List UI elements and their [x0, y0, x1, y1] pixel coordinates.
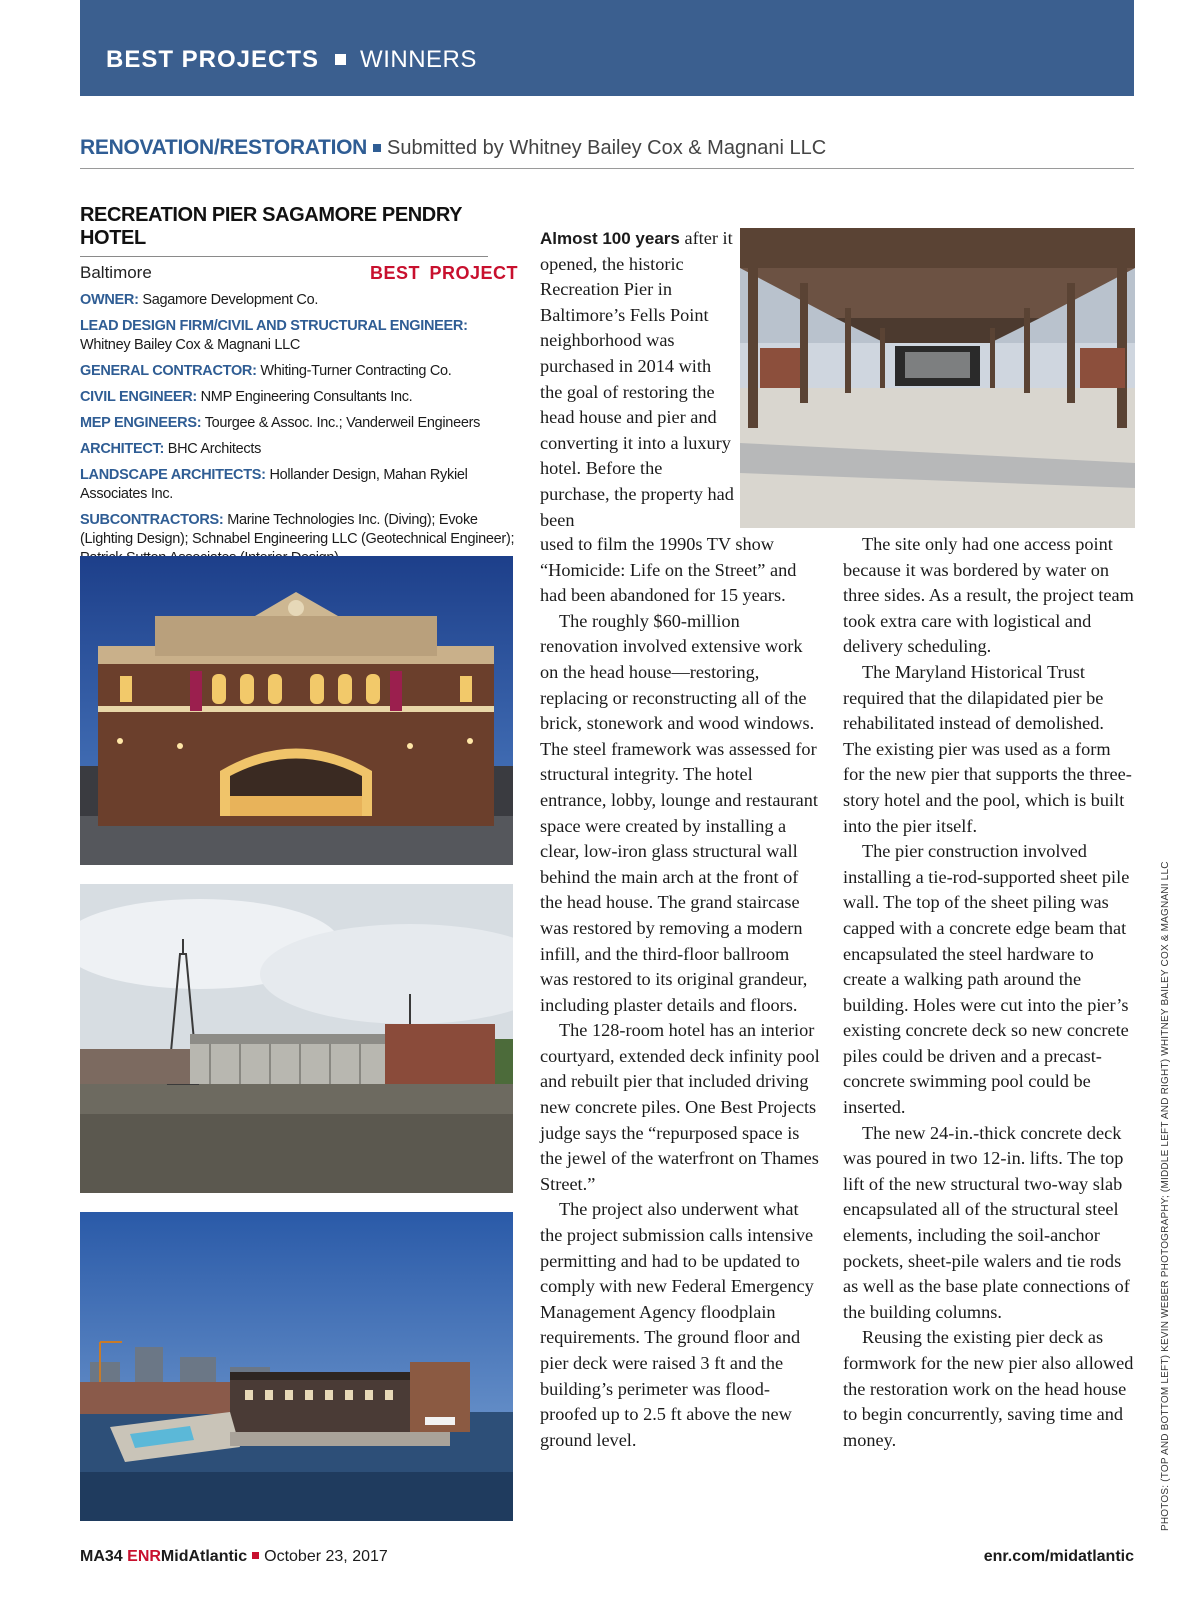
submitted-by: Submitted by Whitney Bailey Cox & Magnani LLC [387, 137, 827, 159]
credit-label: GENERAL CONTRACTOR: [80, 363, 257, 379]
square-bullet-icon [335, 54, 346, 65]
credit-item [80, 414, 518, 433]
brand-name: MidAtlantic [160, 1548, 248, 1565]
credit-item [80, 466, 518, 504]
article-column-1 [540, 532, 820, 1453]
category-title: RENOVATION/RESTORATION [80, 136, 368, 159]
award-label: BEST PROJECT [369, 263, 518, 283]
photo-hotel-aerial [80, 1212, 513, 1521]
credit-item [80, 317, 518, 355]
credit-value: Hollander Design, Mahan Rykiel Associates Inc. [80, 467, 468, 502]
article-paragraph: after it opened, the historic Recreation Pier in Baltimore’s Fells Point neighborhood was purchased in 2014 with the goal of restoring the head house and pier and converting it into a luxury hotel. Before the purchase, the property had been [540, 228, 734, 530]
square-bullet-icon [252, 1552, 259, 1559]
article-column-1-top [540, 226, 735, 533]
credit-value: NMP Engineering Consultants Inc. [200, 389, 413, 405]
brand-enr: ENR [127, 1548, 161, 1565]
article-paragraph: Reusing the existing pier deck as formwork for the new pier also allowed the restoration work on the head house to begin concurrently, saving time and money. [843, 1327, 1134, 1450]
photo-hotel-facade [80, 556, 513, 865]
credit-value: Whitney Bailey Cox & Magnani LLC [80, 337, 301, 353]
credit-value: Tourgee & Assoc. Inc.; Vanderweil Engineers [204, 415, 481, 431]
footer-url[interactable]: enr.com/midatlantic [983, 1548, 1134, 1565]
photo-pier-before [80, 884, 513, 1193]
credit-label: CIVIL ENGINEER: [80, 389, 197, 405]
credit-value: Whiting-Turner Contracting Co. [260, 363, 452, 379]
square-bullet-icon [373, 144, 381, 152]
credit-label: OWNER: [80, 292, 139, 308]
article-paragraph: The project also underwent what the project submission calls intensive permitting and had to be updated to comply with new Federal Emergency Management Agency floodplain requirements. The ground floor and pier deck were raised 3 ft and the building’s perimeter was flood-proofed up to 2.5 ft above the new ground level. [540, 1199, 814, 1450]
article-paragraph: used to film the 1990s TV show “Homicide: Life on the Street” and had been abandoned for 15 years. [540, 534, 797, 606]
credit-value: Marine Technologies Inc. (Diving); Evoke (Lighting Design); Schnabel Engineering LLC (Geotechnical Engineer); [80, 512, 515, 547]
article-lead-in: Almost 100 years [540, 229, 680, 248]
subsection-label: WINNERS [360, 46, 477, 73]
article-paragraph: The pier construction involved installing a tie-rod-supported sheet pile wall. The top of the sheet piling was capped with a concrete edge beam that encapsulated the steel hardware to create a walking path around the building. Holes were cut into the pier’s existing concrete deck so new concrete piles could be driven and a precast-concrete swimming pool could be inserted. [843, 841, 1130, 1118]
credit-value: Sagamore Development Co. [142, 292, 319, 308]
article-paragraph: The 128-room hotel has an interior courtyard, extended deck infinity pool and rebuilt pier that included driving new concrete piles. One Best Projects judge says the “repurposed space is the jewel of the waterfront on Thames Street.” [540, 1020, 820, 1194]
article-paragraph: The Maryland Historical Trust required that the dilapidated pier be rehabilitated instead of demolished. The existing pier was used as a form for the new pier that supports the three-story hotel and the pool, which is built into the pier itself. [843, 661, 1132, 836]
page-number: MA34 [80, 1548, 123, 1565]
photo-credit: PHOTOS: (TOP AND BOTTOM LEFT) KEVIN WEBER PHOTOGRAPHY; (MIDDLE LEFT AND RIGHT) WHITNEY BAILEY COX & MAGNANI LLC [1160, 861, 1171, 1531]
credit-item [80, 388, 518, 407]
credit-label: SUBCONTRACTORS: [80, 512, 224, 528]
article-paragraph: The roughly $60-million renovation involved extensive work on the head house—restoring, replacing or reconstructing all of the brick, stonework and wood windows. The steel framework was assessed for structural integrity. The hotel entrance, lobby, lounge and restaurant space were created by installing a clear, low-iron glass structural wall behind the main arch at the front of the head house. The grand staircase was restored by removing a modern infill, and the third-floor ballroom was restored to its original grandeur, including plaster details and floors. [540, 610, 819, 1015]
banner-text [106, 46, 477, 74]
credit-label: LEAD DESIGN FIRM/CIVIL AND STRUCTURAL ENGINEER: [80, 318, 468, 334]
credit-label: MEP ENGINEERS: [80, 415, 202, 431]
section-label: BEST PROJECTS [106, 46, 320, 73]
article-column-2 [843, 532, 1135, 1453]
project-info [80, 204, 518, 575]
credit-label: ARCHITECT: [80, 441, 164, 457]
header-banner [80, 0, 1134, 96]
category-header [80, 136, 1134, 169]
credit-item [80, 362, 518, 381]
photo-pier-steel-frame [740, 228, 1135, 528]
credit-item [80, 291, 518, 310]
credit-label: LANDSCAPE ARCHITECTS: [80, 467, 266, 483]
footer-folio [80, 1548, 388, 1566]
article-paragraph: The site only had one access point because it was bordered by water on three sides. As a result, the project team took extra care with logistical and delivery scheduling. [843, 534, 1134, 657]
issue-date: October 23, 2017 [264, 1548, 388, 1565]
credit-value: BHC Architects [167, 441, 262, 457]
project-title: RECREATION PIER SAGAMORE PENDRY HOTEL [80, 204, 488, 257]
project-location: Baltimore [80, 263, 152, 282]
location-row [80, 263, 518, 291]
article-paragraph: The new 24-in.-thick concrete deck was poured in two 12-in. lifts. The top lift of the new structural two-way slab encapsulated all of the structural steel elements, including the soil-anchor pockets, sheet-pile walers and tie rods as well as the base plate connections of the building columns. [843, 1122, 1130, 1322]
credit-item [80, 440, 518, 459]
